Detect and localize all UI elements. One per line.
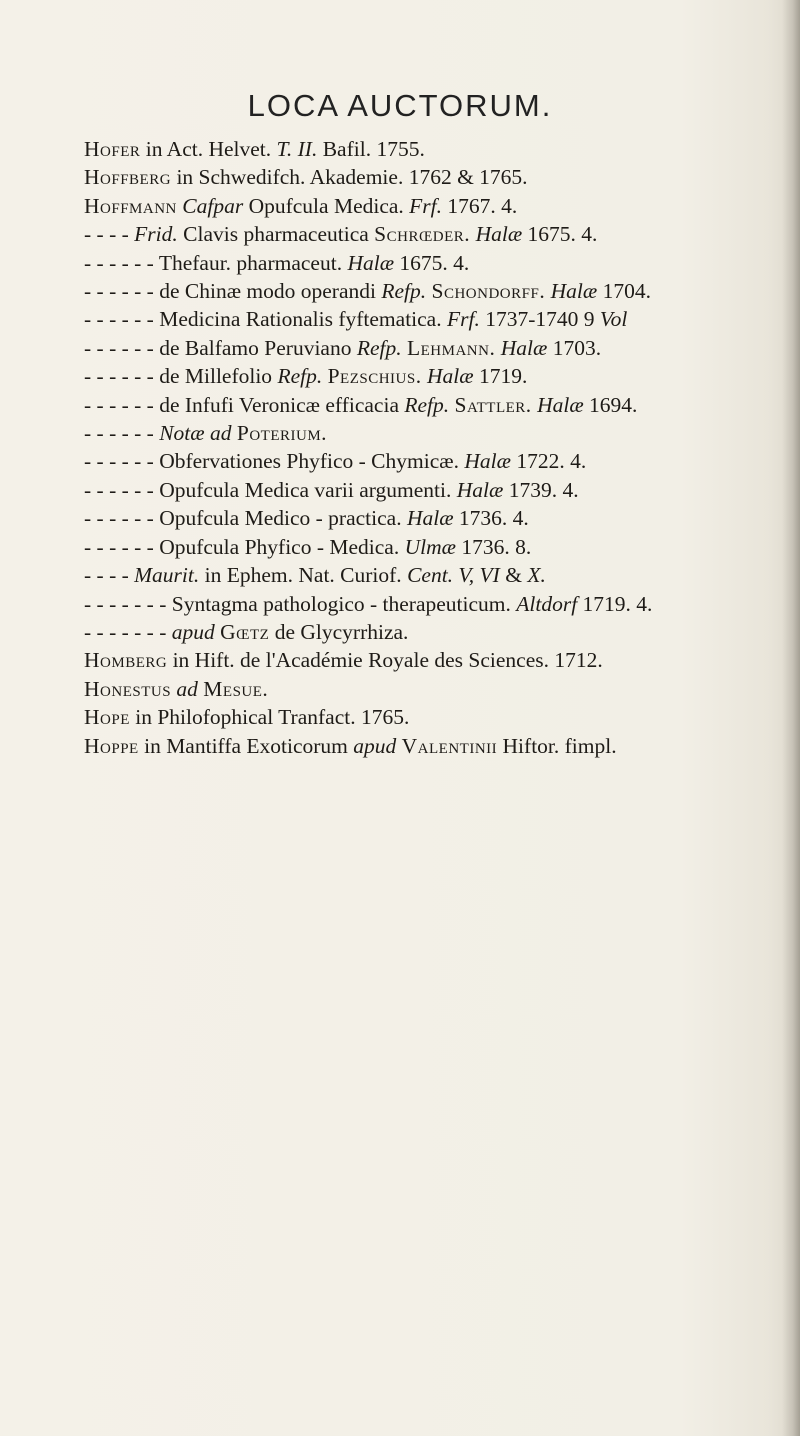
entry-text: Hope <box>84 705 130 730</box>
index-entry <box>84 618 764 646</box>
index-entry <box>84 561 764 589</box>
entry-text: - - - - - - <box>84 421 160 446</box>
entry-text: Maurit. <box>134 563 200 588</box>
page-edge-shadow <box>782 0 800 1436</box>
entry-text: Halæ <box>537 392 584 417</box>
entry-text: Sattler. <box>454 392 532 417</box>
entry-text: in Ephem. Nat. Curiof. <box>199 563 408 588</box>
entry-text: 1737-1740 9 <box>479 307 600 332</box>
entry-text: Notæ ad <box>159 421 232 446</box>
entry-text: 1719. 4. <box>577 591 653 616</box>
index-entry <box>84 732 764 760</box>
entry-text: - - - - - - Medicina Rationalis fyftematica. <box>84 307 447 332</box>
index-entry <box>84 675 764 703</box>
entry-text: in Mantiffa Exoticorum <box>138 733 354 758</box>
entry-text: 1736. 4. <box>453 506 529 531</box>
index-entry <box>84 590 764 618</box>
entry-text: - - - - - - - <box>84 619 172 644</box>
entry-text: - - - - - - de Infufi Veronicæ efficacia <box>84 392 405 417</box>
entry-text: - - - - - - Obfervationes Phyfico - Chymicæ. <box>84 449 465 474</box>
entry-text: & <box>499 563 528 588</box>
entry-text: 1675. 4. <box>394 250 470 275</box>
entry-text: Refp. <box>277 364 323 389</box>
entry-text: Cafpar <box>182 193 244 218</box>
entry-text: apud <box>171 619 215 644</box>
entry-text: T. II. <box>276 137 318 161</box>
entry-text: 1704. <box>597 279 651 304</box>
entry-text: - - - - - - Opufcula Medico - practica. <box>84 506 407 531</box>
entry-text: Cent. V, VI <box>407 563 500 588</box>
entry-text: Altdorf <box>516 591 578 616</box>
index-entry <box>84 220 764 248</box>
entry-text: 1767. 4. <box>442 193 518 218</box>
entry-text: Poterium. <box>236 421 328 446</box>
entry-text: 1739. 4. <box>503 477 579 502</box>
entry-text: Gœtz <box>220 619 270 644</box>
entry-text: Frf. <box>409 193 443 218</box>
index-entry <box>84 646 764 674</box>
entry-text: Halæ <box>426 364 474 389</box>
entry-text: in Hift. de l'Académie Royale des Sciences. 1712. <box>167 648 603 673</box>
entry-text: Opufcula Medica. <box>243 193 410 218</box>
entry-text: Mesue. <box>203 676 269 701</box>
entry-text: in Act. Helvet. <box>140 137 277 161</box>
entry-text: de Glycyrrhiza. <box>269 619 409 644</box>
entry-text: Frf. <box>446 307 480 332</box>
entry-text: - - - - - - de Balfamo Peruviano <box>84 335 357 360</box>
entry-text: Lehmann. <box>407 335 496 360</box>
entry-text: - - - - - - Thefaur. pharmaceut. <box>84 250 348 275</box>
entry-text: Honestus <box>84 676 172 701</box>
entry-text: in Philofophical Tranfact. 1765. <box>129 705 410 730</box>
index-entry <box>84 305 764 333</box>
index-entry <box>84 277 764 305</box>
entry-text: Refp. <box>404 392 450 417</box>
entry-text: Homberg <box>84 648 168 673</box>
entry-text: Clavis pharmaceutica <box>177 222 375 247</box>
entry-text: Halæ <box>456 477 504 502</box>
index-entry <box>84 249 764 277</box>
entry-text: Hoffmann <box>84 193 177 218</box>
entry-text: in Schwedifch. Akademie. 1762 & 1765. <box>171 165 528 190</box>
entry-text: Schondorff. <box>431 279 546 304</box>
entry-text: Vol <box>599 307 628 332</box>
entry-text: Halæ <box>550 279 598 304</box>
entry-text: Halæ <box>500 335 548 360</box>
entry-text: apud <box>353 733 397 758</box>
entry-text: 1694. <box>583 392 638 417</box>
index-entry <box>84 419 764 447</box>
index-entry <box>84 504 764 532</box>
entry-text: Refp. <box>381 279 427 304</box>
entry-text: Ulmæ <box>404 534 456 559</box>
entry-text: Halæ <box>347 250 395 275</box>
entry-text: Hoppe <box>84 733 139 758</box>
entry-text: - - - - - - Opufcula Medica varii argumenti. <box>84 477 457 502</box>
index-entry <box>84 192 764 220</box>
index-entry <box>84 703 764 731</box>
index-entry <box>84 476 764 504</box>
index-entry <box>84 533 764 561</box>
index-entry <box>84 334 764 362</box>
entry-text: Pezschius. <box>327 364 422 389</box>
entry-text: Frid. <box>134 222 178 247</box>
entry-text: 1722. 4. <box>510 449 587 474</box>
entry-text: Hofer <box>84 137 141 161</box>
author-index <box>84 135 764 760</box>
index-entry <box>84 362 764 390</box>
running-header: LOCA AUCTORUM. <box>247 88 553 123</box>
entry-text: Halæ <box>475 222 523 247</box>
index-entry <box>84 135 764 163</box>
entry-text: X. <box>527 563 546 588</box>
index-entry <box>84 447 764 475</box>
entry-text: - - - - <box>84 563 135 588</box>
entry-text: Refp. <box>356 335 402 360</box>
entry-text: Bafil. 1755. <box>317 137 425 161</box>
entry-text: Halæ <box>464 449 511 474</box>
entry-text: 1675. 4. <box>522 222 598 247</box>
entry-text: 1719. <box>473 364 528 389</box>
entry-text: - - - - - - - Syntagma pathologico - therapeuticum. <box>84 591 517 616</box>
entry-text: Hiftor. fimpl. <box>497 733 617 758</box>
entry-text: 1736. 8. <box>455 534 532 559</box>
entry-text: Halæ <box>406 506 454 531</box>
entry-text: Hoffberg <box>84 165 172 190</box>
entry-text: - - - - - - de Millefolio <box>84 364 278 389</box>
entry-text: ad <box>176 676 198 701</box>
index-entry <box>84 163 764 191</box>
index-entry <box>84 391 764 419</box>
entry-text: Valentinii <box>401 733 498 758</box>
entry-text: 1703. <box>547 335 602 360</box>
entry-text: - - - - - - Opufcula Phyfico - Medica. <box>84 534 405 559</box>
entry-text: - - - - - - de Chinæ modo operandi <box>84 279 382 304</box>
entry-text: - - - - <box>84 222 135 247</box>
entry-text: Schrœder. <box>374 222 471 247</box>
